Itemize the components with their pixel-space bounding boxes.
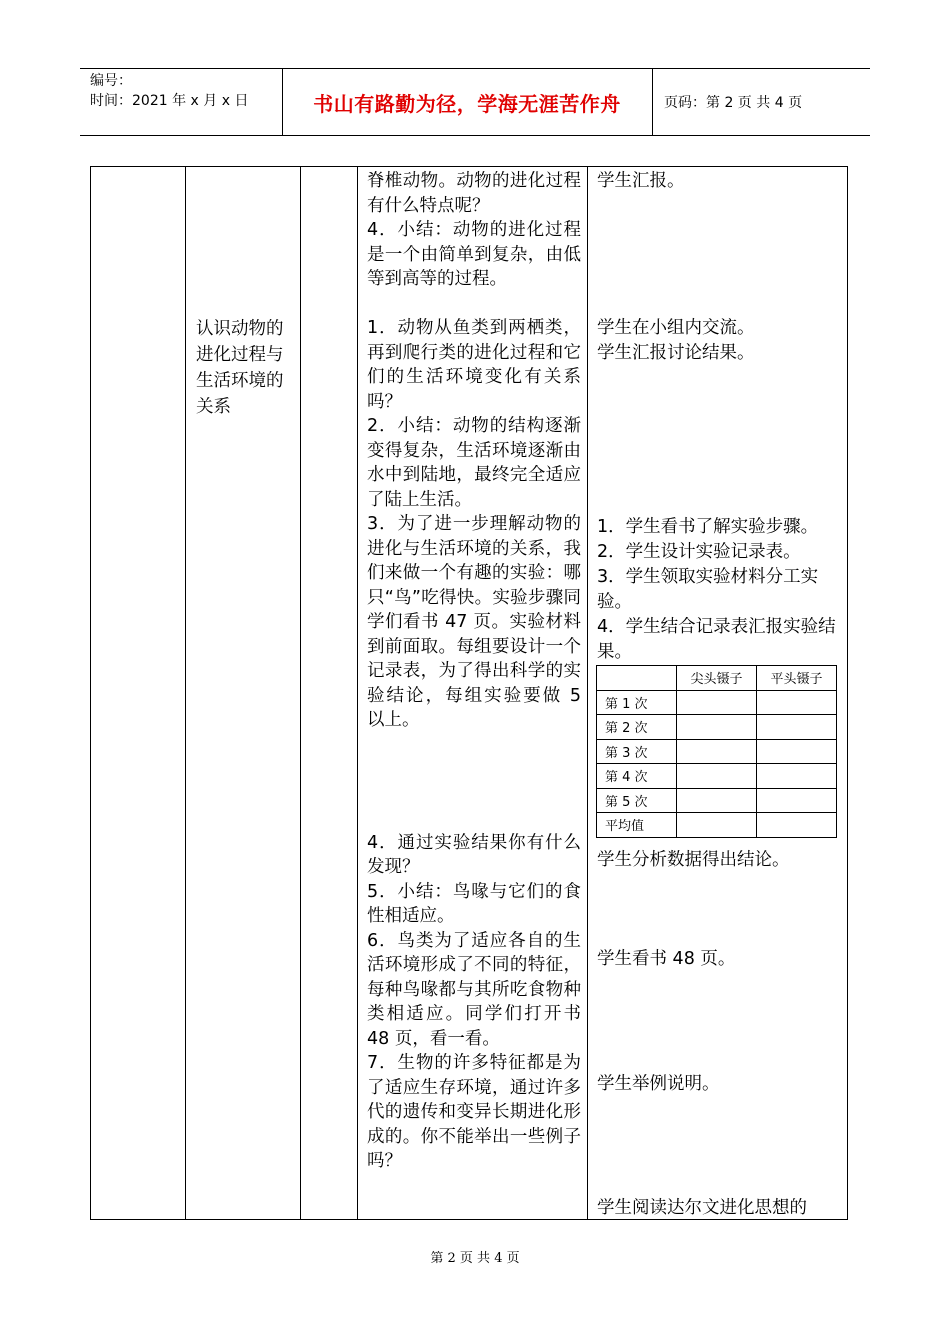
table-cell [757, 764, 837, 789]
student-line: 2．学生设计实验记录表。 [597, 542, 801, 562]
row-label: 平均值 [597, 813, 677, 838]
row-label: 第 1 次 [597, 690, 677, 715]
table-column-rule [357, 166, 358, 1220]
table-header-cell: 尖头镊子 [677, 666, 757, 691]
header-meta [90, 71, 248, 111]
table-row [597, 739, 837, 764]
teacher-paragraph: 脊椎动物。动物的进化过程有什么特点呢？ [367, 171, 581, 216]
table-header-cell: 平头镊子 [757, 666, 837, 691]
teacher-paragraph: 7．生物的许多特征都是为了适应生存环境，通过许多代的遗传和变异长期进化形成的。你不能举出一些例子吗？ [367, 1053, 581, 1171]
header-motto: 书山有路勤为径，学海无涯苦作舟 [313, 91, 621, 116]
row-label: 第 5 次 [597, 788, 677, 813]
teacher-paragraph: 6．鸟类为了适应各自的生活环境形成了不同的特征，每种鸟喙都与其所吃食物种类相适应。同学们打开书 48 页，看一看。 [367, 930, 581, 1049]
table-cell [757, 788, 837, 813]
teacher-paragraph: 4．小结：动物的进化过程是一个由简单到复杂，由低等到高等的过程。 [367, 220, 581, 289]
record-table [596, 665, 837, 838]
table-cell [677, 715, 757, 740]
teacher-paragraph: 4．通过实验结果你有什么发现？ [367, 832, 581, 877]
teacher-paragraph: 3．为了进一步理解动物的进化与生活环境的关系，我们来做一个有趣的实验：哪只“鸟”吃得快。实验步骤同学们看书 47 页。实验材料到前面取。每组要设计一个记录表，为了得出科学的实验结论，每组实验要做 5 以上。 [367, 514, 581, 730]
lesson-table [90, 166, 848, 1220]
table-row [597, 788, 837, 813]
table-border-top [90, 166, 848, 167]
student-activity: 学生阅读达尔文进化思想的 [597, 1198, 807, 1218]
student-line: 学生汇报讨论结果。 [597, 343, 755, 363]
table-row [597, 813, 837, 838]
student-line: 学生在小组内交流。 [597, 318, 755, 338]
page-header [80, 68, 870, 136]
teacher-activity [367, 169, 581, 1174]
page-footer: 第 2 页 共 4 页 [430, 1251, 520, 1266]
table-column-rule [90, 166, 91, 1220]
teacher-paragraph: 2．小结：动物的结构逐渐变得复杂，生活环境逐渐由水中到陆地，最终完全适应了陆上生活。 [367, 416, 581, 510]
teacher-paragraph: 1．动物从鱼类到两栖类，再到爬行类的进化过程和它们的生活环境变化有关系吗？ [367, 318, 581, 412]
student-line: 1．学生看书了解实验步骤。 [597, 517, 819, 537]
student-activity [597, 316, 841, 366]
student-activity: 学生举例说明。 [597, 1074, 720, 1094]
number-label: 编号： [90, 73, 132, 89]
header-divider [652, 68, 653, 136]
row-label: 第 3 次 [597, 739, 677, 764]
table-cell [677, 788, 757, 813]
table-cell [677, 813, 757, 838]
table-row [597, 715, 837, 740]
table-column-rule [847, 166, 848, 1220]
table-cell [677, 690, 757, 715]
table-column-rule [587, 166, 588, 1220]
row-label: 第 2 次 [597, 715, 677, 740]
student-activity [597, 515, 841, 665]
table-column-rule [300, 166, 301, 1220]
student-activity: 学生汇报。 [597, 171, 685, 191]
table-cell [757, 739, 837, 764]
table-cell [757, 813, 837, 838]
table-cell [757, 690, 837, 715]
row-label: 第 4 次 [597, 764, 677, 789]
table-cell [677, 764, 757, 789]
table-row [597, 666, 837, 691]
time-label: 时间：2021 年 x 月 x 日 [90, 93, 249, 109]
student-line: 4．学生结合记录表汇报实验结果。 [597, 617, 836, 662]
table-cell [677, 739, 757, 764]
student-line: 3．学生领取实验材料分工实验。 [597, 567, 819, 612]
table-column-rule [185, 166, 186, 1220]
student-activity: 学生分析数据得出结论。 [597, 850, 790, 870]
table-cell [757, 715, 837, 740]
topic-cell: 认识动物的进化过程与生活环境的关系 [196, 319, 284, 417]
student-activity: 学生看书 48 页。 [597, 949, 736, 969]
page-code: 页码：第 2 页 共 4 页 [664, 95, 803, 111]
teacher-paragraph: 5．小结：鸟喙与它们的食性相适应。 [367, 881, 581, 926]
table-header-cell [597, 666, 677, 691]
table-row [597, 690, 837, 715]
table-row [597, 764, 837, 789]
